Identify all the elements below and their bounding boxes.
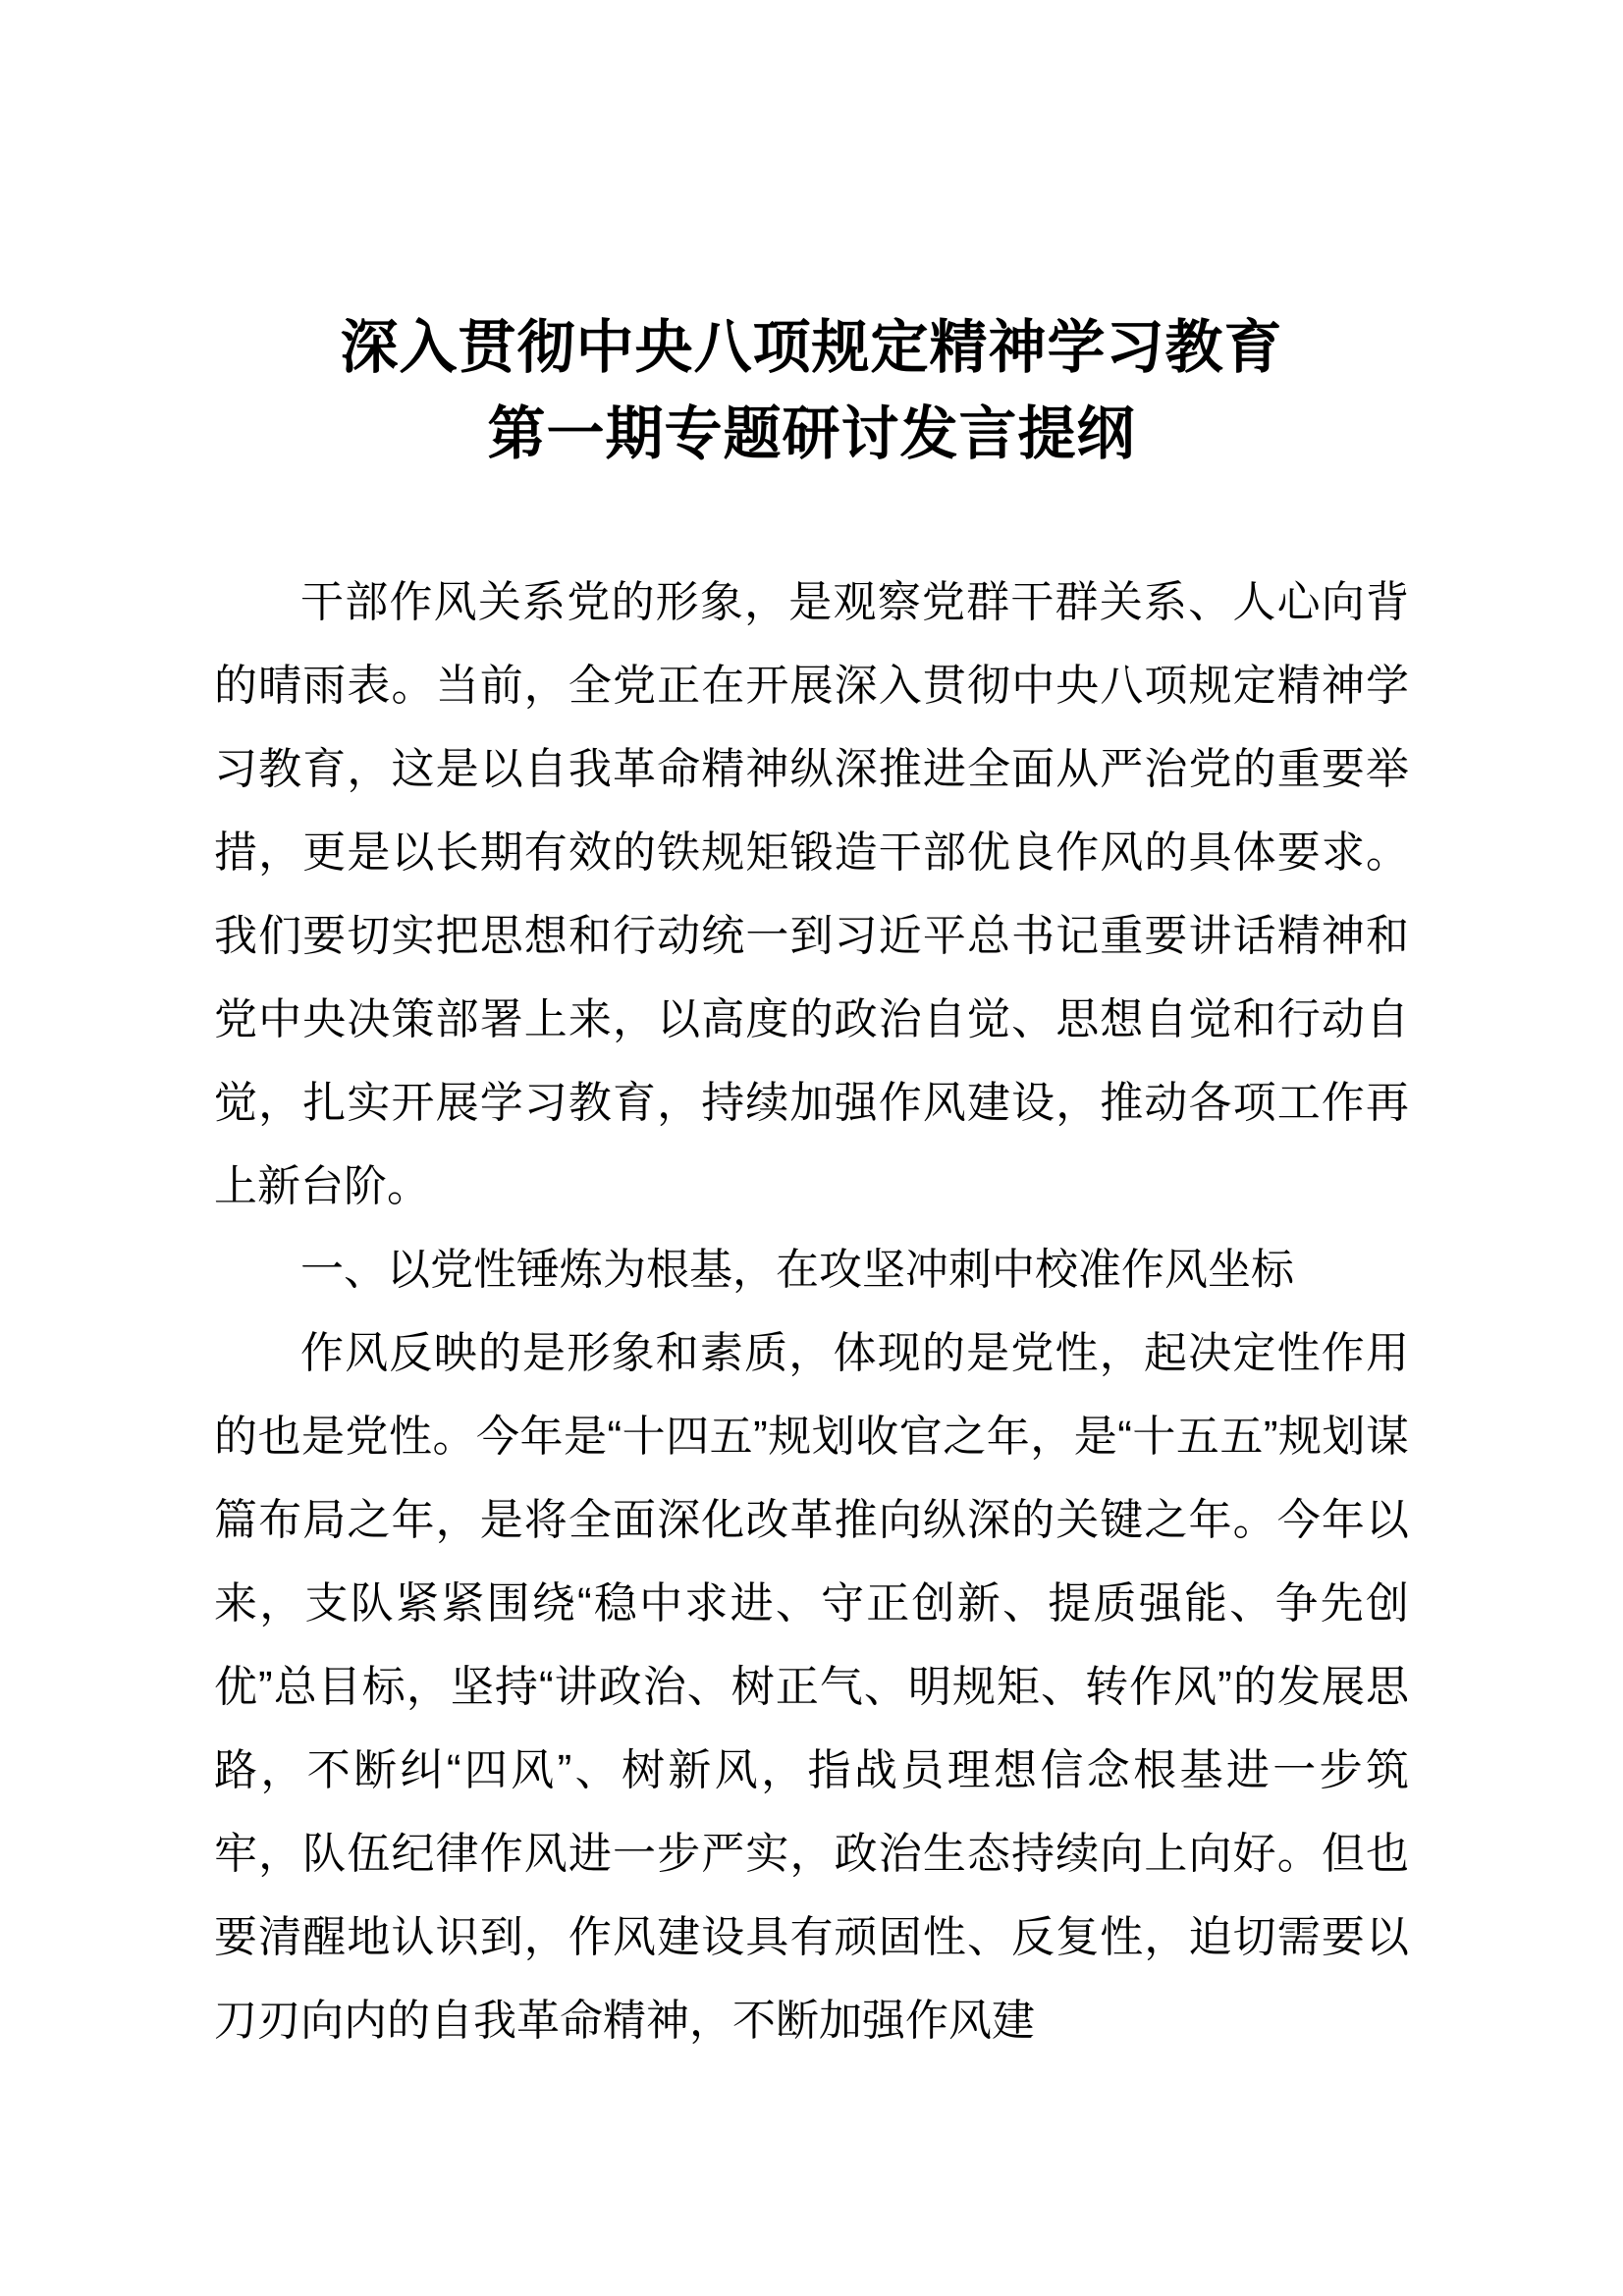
paragraph-intro: 干部作风关系党的形象，是观察党群干群关系、人心向背的晴雨表。当前，全党正在开展深入贯彻中央八项规定精神学习教育，这是以自我革命精神纵深推进全面从严治党的重要举措，更是以长期有效的铁规矩锻造干部优良作风的具体要求。我们要切实把思想和行动统一到习近平总书记重要讲话精神和党中央决策部署上来，以高度的政治自觉、思想自觉和行动自觉，扎实开展学习教育，持续加强作风建设，推动各项工作再上新台阶。: [214, 578, 1409, 1210]
section-heading-1: 一、以党性锤炼为根基，在攻坚冲刺中校准作风坐标: [300, 1246, 1294, 1294]
title-line-2: 第一期专题研讨发言提纲: [487, 401, 1136, 466]
paragraph-section-1: 作风反映的是形象和素质，体现的是党性，起决定性作用的也是党性。今年是“十四五”规划收官之年，是“十五五”规划谋篇布局之年，是将全面深化改革推向纵深的关键之年。今年以来，支队紧紧围绕“稳中求进、守正创新、提质强能、争先创优”总目标，坚持“讲政治、树正气、明规矩、转作风”的发展思路，不断纠“四风”、树新风，指战员理想信念根基进一步筑牢，队伍纪律作风进一步严实，政治生态持续向上向好。但也要清醒地认识到，作风建设具有顽固性、反复性，迫切需要以刀刃向内的自我革命精神，不断加强作风建: [214, 1329, 1409, 2045]
document-body: [214, 561, 1409, 2062]
title-line-1: 深入贯彻中央八项规定精神学习教育: [340, 315, 1283, 380]
document-title: [214, 304, 1409, 477]
